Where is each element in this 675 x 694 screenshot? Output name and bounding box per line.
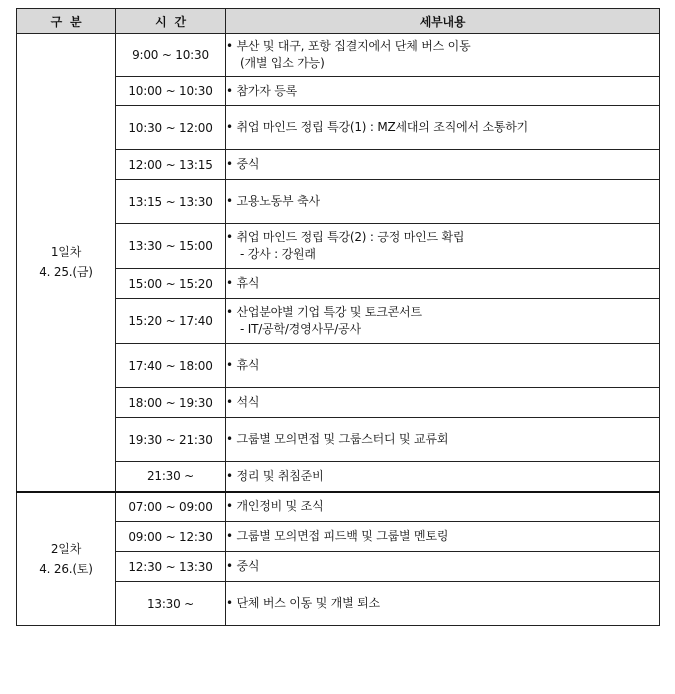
day-date: 4. 26.(토) [39, 561, 93, 576]
detail-cell [226, 492, 660, 522]
time-cell: 12:00 ~ 13:15 [116, 150, 226, 180]
time-cell: 18:00 ~ 19:30 [116, 388, 226, 418]
detail-cell [226, 462, 660, 492]
table-row [17, 492, 660, 522]
time-cell: 21:30 ~ [116, 462, 226, 492]
header-time: 시 간 [116, 9, 226, 34]
detail-cell [226, 150, 660, 180]
time-cell: 07:00 ~ 09:00 [116, 492, 226, 522]
detail-cell [226, 552, 660, 582]
day-cell [17, 34, 116, 492]
detail-line: • 휴식 [226, 276, 260, 290]
time-cell: 13:15 ~ 13:30 [116, 180, 226, 224]
time-cell: 13:30 ~ 15:00 [116, 224, 226, 269]
detail-line: • 그룹별 모의면접 및 그룹스터디 및 교류회 [226, 432, 449, 446]
detail-cell [226, 344, 660, 388]
detail-line: • 취업 마인드 정립 특강(2) : 긍정 마인드 확립 [226, 230, 465, 244]
time-cell: 10:00 ~ 10:30 [116, 77, 226, 106]
detail-cell [226, 418, 660, 462]
detail-cell [226, 180, 660, 224]
time-cell: 09:00 ~ 12:30 [116, 522, 226, 552]
detail-line: • 정리 및 취침준비 [226, 468, 324, 483]
detail-line: • 산업분야별 기업 특강 및 토크콘서트 [226, 305, 422, 319]
day-label: 2일차 [50, 541, 82, 556]
detail-line: • 석식 [226, 395, 260, 409]
time-cell: 13:30 ~ [116, 582, 226, 626]
day-cell [17, 492, 116, 626]
detail-line: • 취업 마인드 정립 특강(1) : MZ세대의 조직에서 소통하기 [226, 120, 529, 134]
detail-cell [226, 388, 660, 418]
detail-line: • 부산 및 대구, 포항 집결지에서 단체 버스 이동 [226, 39, 471, 53]
detail-cell [226, 77, 660, 106]
detail-cell [226, 522, 660, 552]
detail-cell [226, 269, 660, 299]
time-cell: 15:20 ~ 17:40 [116, 299, 226, 344]
detail-line: (개별 입소 가능) [240, 56, 325, 70]
time-cell: 9:00 ~ 10:30 [116, 34, 226, 77]
detail-line: • 참가자 등록 [226, 83, 298, 98]
detail-line: - 강사 : 강원래 [240, 247, 316, 261]
detail-line: - IT/공학/경영사무/공사 [240, 322, 361, 336]
detail-line: • 단체 버스 이동 및 개별 퇴소 [226, 596, 380, 610]
detail-line: • 중식 [226, 157, 260, 171]
header-detail: 세부내용 [226, 9, 660, 34]
time-cell: 10:30 ~ 12:00 [116, 106, 226, 150]
detail-cell [226, 299, 660, 344]
detail-cell [226, 106, 660, 150]
detail-line: • 중식 [226, 559, 260, 573]
header-category: 구 분 [17, 9, 116, 34]
detail-line: • 휴식 [226, 358, 260, 372]
detail-line: • 개인정비 및 조식 [226, 499, 324, 514]
detail-cell [226, 224, 660, 269]
detail-cell [226, 34, 660, 77]
time-cell: 19:30 ~ 21:30 [116, 418, 226, 462]
time-cell: 15:00 ~ 15:20 [116, 269, 226, 299]
detail-line: • 그룹별 모의면접 피드백 및 그룹별 멘토링 [226, 529, 449, 543]
day-date: 4. 25.(금) [39, 265, 93, 280]
time-cell: 17:40 ~ 18:00 [116, 344, 226, 388]
detail-cell [226, 582, 660, 626]
header-row [17, 9, 660, 34]
day-label: 1일차 [50, 245, 82, 260]
detail-line: • 고용노동부 축사 [226, 194, 320, 208]
time-cell: 12:30 ~ 13:30 [116, 552, 226, 582]
schedule-table [16, 8, 660, 626]
table-row [17, 34, 660, 77]
schedule-body [17, 34, 660, 626]
